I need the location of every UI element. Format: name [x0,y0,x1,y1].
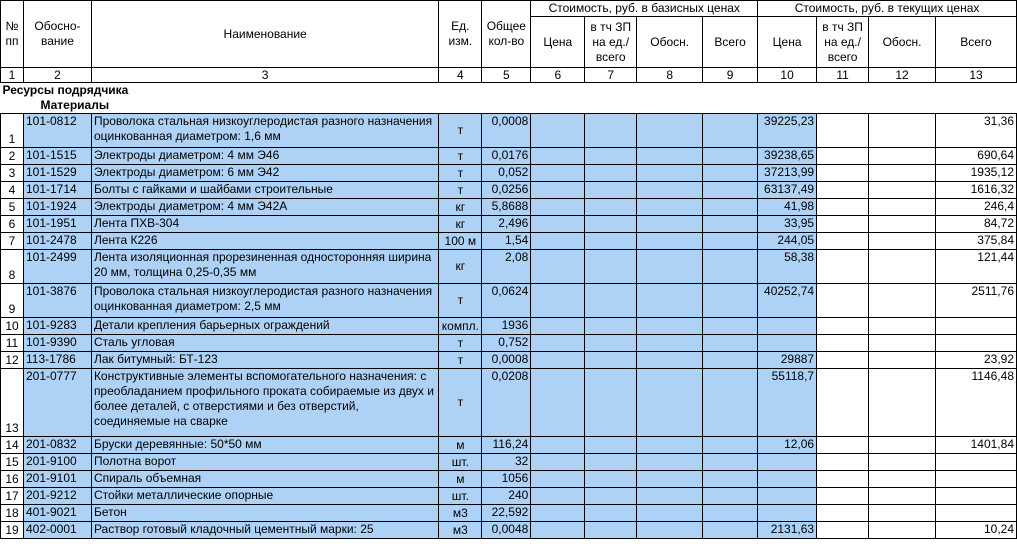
subsection-title: Материалы [40,98,110,112]
current-total-cell[interactable]: 23,92 [935,352,1016,369]
row-number-cell[interactable]: 1 [1,114,24,148]
unit-cell[interactable]: м [439,437,482,454]
unit-cell[interactable]: шт. [439,454,482,471]
current-price-cell[interactable]: 55118,7 [758,369,817,437]
table-row [1,454,1017,471]
code-cell[interactable]: 101-2478 [23,233,91,250]
header-group-current-prices[interactable]: Стоимость, руб. в текущих ценах [758,1,1017,17]
current-total-cell[interactable] [935,335,1016,352]
quantity-cell[interactable]: 0,0008 [482,352,531,369]
current-salary-cell[interactable] [817,318,869,335]
header-quantity[interactable]: Общее кол-во [482,1,531,68]
current-price-cell[interactable] [758,471,817,488]
current-justification-cell[interactable] [869,335,936,352]
current-total-cell[interactable]: 375,84 [935,233,1016,250]
column-number-cell[interactable]: 11 [817,68,869,83]
base-justification-cell[interactable] [637,182,703,199]
current-price-cell[interactable]: 12,06 [758,437,817,454]
table-row [1,250,1017,284]
quantity-cell[interactable]: 1056 [482,471,531,488]
unit-cell[interactable]: т [439,182,482,199]
base-salary-cell[interactable] [585,182,637,199]
header-current-justification[interactable]: Обосн. [869,17,936,68]
base-justification-cell[interactable] [637,114,703,148]
base-price-cell[interactable] [531,454,585,471]
row-number-cell[interactable]: 6 [1,216,24,233]
code-cell[interactable]: 101-9390 [23,335,91,352]
base-price-cell[interactable] [531,318,585,335]
current-total-cell[interactable] [935,454,1016,471]
header-number[interactable]: № пп [1,1,24,68]
unit-cell[interactable]: м3 [439,505,482,522]
current-price-cell[interactable]: 244,05 [758,233,817,250]
current-price-cell[interactable]: 39238,65 [758,148,817,165]
current-price-cell[interactable]: 29887 [758,352,817,369]
base-total-cell[interactable] [703,233,758,250]
unit-cell[interactable]: т [439,148,482,165]
base-total-cell[interactable] [703,335,758,352]
current-justification-cell[interactable] [869,352,936,369]
code-cell[interactable]: 101-1924 [23,199,91,216]
current-justification-cell[interactable] [869,437,936,454]
name-cell[interactable]: Электроды диаметром: 4 мм Э42А [91,199,438,216]
base-justification-cell[interactable] [637,284,703,318]
column-number-cell[interactable]: 13 [935,68,1016,83]
current-price-cell[interactable]: 33,95 [758,216,817,233]
base-total-cell[interactable] [703,250,758,284]
current-justification-cell[interactable] [869,318,936,335]
current-salary-cell[interactable] [817,233,869,250]
row-number-cell[interactable]: 11 [1,335,24,352]
base-price-cell[interactable] [531,352,585,369]
quantity-cell[interactable]: 0,0256 [482,182,531,199]
header-current-salary[interactable]: в тч ЗП на ед./ всего [817,17,869,68]
name-cell[interactable]: Бетон [91,505,438,522]
quantity-cell[interactable]: 1936 [482,318,531,335]
base-salary-cell[interactable] [585,165,637,182]
table-row [1,505,1017,522]
table-row [1,216,1017,233]
table-row [1,352,1017,369]
section-title: Ресурсы подрядчика [2,83,129,97]
code-cell[interactable]: 201-0832 [23,437,91,454]
base-justification-cell[interactable] [637,165,703,182]
current-justification-cell[interactable] [869,250,936,284]
row-number-cell[interactable]: 12 [1,352,24,369]
table-row [1,437,1017,454]
base-price-cell[interactable] [531,488,585,505]
unit-cell[interactable]: т [439,335,482,352]
row-number-cell[interactable]: 16 [1,471,24,488]
base-total-cell[interactable] [703,488,758,505]
code-cell[interactable]: 101-1714 [23,182,91,199]
base-total-cell[interactable] [703,318,758,335]
base-price-cell[interactable] [531,369,585,437]
base-total-cell[interactable] [703,505,758,522]
code-cell[interactable]: 201-0777 [23,369,91,437]
table-row [1,148,1017,165]
row-number-cell[interactable]: 19 [1,522,24,539]
code-cell[interactable]: 101-1951 [23,216,91,233]
base-total-cell[interactable] [703,114,758,148]
current-total-cell[interactable]: 1935,12 [935,165,1016,182]
quantity-cell[interactable]: 0,0208 [482,369,531,437]
code-cell[interactable]: 401-9021 [23,505,91,522]
name-cell[interactable]: Сталь угловая [91,335,438,352]
current-salary-cell[interactable] [817,284,869,318]
column-number-cell[interactable]: 6 [531,68,585,83]
current-justification-cell[interactable] [869,233,936,250]
column-number-cell[interactable]: 4 [439,68,482,83]
column-number-cell[interactable]: 8 [637,68,703,83]
current-salary-cell[interactable] [817,199,869,216]
current-total-cell[interactable]: 2511,76 [935,284,1016,318]
base-justification-cell[interactable] [637,335,703,352]
current-price-cell[interactable]: 37213,99 [758,165,817,182]
base-price-cell[interactable] [531,182,585,199]
current-justification-cell[interactable] [869,114,936,148]
unit-cell[interactable]: кг [439,199,482,216]
row-number-cell[interactable]: 5 [1,199,24,216]
name-cell[interactable]: Лента изоляционная прорезиненная односторонняя ширина 20 мм, толщина 0,25-0,35 мм [91,250,438,284]
current-price-cell[interactable]: 40252,74 [758,284,817,318]
current-justification-cell[interactable] [869,454,936,471]
header-justification[interactable]: Обосно-вание [23,1,91,68]
base-total-cell[interactable] [703,522,758,539]
header-current-total[interactable]: Всего [935,17,1016,68]
base-salary-cell[interactable] [585,335,637,352]
name-cell[interactable]: Полотна ворот [91,454,438,471]
current-justification-cell[interactable] [869,284,936,318]
base-salary-cell[interactable] [585,369,637,437]
name-cell[interactable]: Детали крепления барьерных ограждений [91,318,438,335]
base-salary-cell[interactable] [585,352,637,369]
quantity-cell[interactable]: 0,0176 [482,148,531,165]
base-justification-cell[interactable] [637,437,703,454]
table-row [1,284,1017,318]
quantity-cell[interactable]: 5,8688 [482,199,531,216]
row-number-cell[interactable]: 9 [1,284,24,318]
current-justification-cell[interactable] [869,369,936,437]
base-price-cell[interactable] [531,335,585,352]
base-justification-cell[interactable] [637,233,703,250]
base-total-cell[interactable] [703,182,758,199]
row-number-cell[interactable]: 8 [1,250,24,284]
base-total-cell[interactable] [703,437,758,454]
current-salary-cell[interactable] [817,437,869,454]
unit-cell[interactable]: м [439,471,482,488]
current-total-cell[interactable]: 84,72 [935,216,1016,233]
column-number-cell[interactable]: 3 [91,68,438,83]
quantity-cell[interactable]: 116,24 [482,437,531,454]
column-number-cell[interactable]: 1 [1,68,24,83]
base-price-cell[interactable] [531,522,585,539]
current-salary-cell[interactable] [817,148,869,165]
base-salary-cell[interactable] [585,437,637,454]
base-justification-cell[interactable] [637,471,703,488]
quantity-cell[interactable]: 0,0008 [482,114,531,148]
unit-cell[interactable]: 100 м [439,233,482,250]
unit-cell[interactable]: т [439,114,482,148]
base-total-cell[interactable] [703,199,758,216]
quantity-cell[interactable]: 32 [482,454,531,471]
base-salary-cell[interactable] [585,250,637,284]
base-total-cell[interactable] [703,352,758,369]
base-price-cell[interactable] [531,284,585,318]
header-unit[interactable]: Ед. изм. [439,1,482,68]
current-justification-cell[interactable] [869,522,936,539]
base-price-cell[interactable] [531,471,585,488]
name-cell[interactable]: Болты с гайками и шайбами строительные [91,182,438,199]
current-salary-cell[interactable] [817,522,869,539]
name-cell[interactable]: Спираль объемная [91,471,438,488]
current-justification-cell[interactable] [869,488,936,505]
unit-cell[interactable]: м3 [439,522,482,539]
current-price-cell[interactable] [758,335,817,352]
base-total-cell[interactable] [703,165,758,182]
name-cell[interactable]: Лента К226 [91,233,438,250]
current-justification-cell[interactable] [869,505,936,522]
code-cell[interactable]: 113-1786 [23,352,91,369]
column-number-cell[interactable]: 10 [758,68,817,83]
current-total-cell[interactable]: 121,44 [935,250,1016,284]
current-price-cell[interactable]: 39225,23 [758,114,817,148]
base-total-cell[interactable] [703,148,758,165]
base-salary-cell[interactable] [585,318,637,335]
current-price-cell[interactable]: 63137,49 [758,182,817,199]
row-number-cell[interactable]: 2 [1,148,24,165]
base-salary-cell[interactable] [585,488,637,505]
base-salary-cell[interactable] [585,233,637,250]
current-total-cell[interactable] [935,318,1016,335]
header-name[interactable]: Наименование [91,1,438,68]
column-number-cell[interactable]: 12 [869,68,936,83]
unit-cell[interactable]: компл. [439,318,482,335]
current-price-cell[interactable]: 41,98 [758,199,817,216]
column-number-cell[interactable]: 9 [703,68,758,83]
name-cell[interactable]: Электроды диаметром: 6 мм Э42 [91,165,438,182]
quantity-cell[interactable]: 2,496 [482,216,531,233]
table-row [1,233,1017,250]
base-justification-cell[interactable] [637,505,703,522]
unit-cell[interactable]: шт. [439,488,482,505]
name-cell[interactable]: Проволока стальная низкоуглеродистая разного назначения оцинкованная диаметром: 1,6 мм [91,114,438,148]
base-price-cell[interactable] [531,233,585,250]
base-price-cell[interactable] [531,148,585,165]
name-cell[interactable]: Электроды диаметром: 4 мм Э46 [91,148,438,165]
column-number-cell[interactable]: 7 [585,68,637,83]
code-cell[interactable]: 402-0001 [23,522,91,539]
current-total-cell[interactable]: 246,4 [935,199,1016,216]
header-base-price[interactable]: Цена [531,17,585,68]
current-salary-cell[interactable] [817,165,869,182]
current-salary-cell[interactable] [817,182,869,199]
quantity-cell[interactable]: 1,54 [482,233,531,250]
unit-cell[interactable]: т [439,165,482,182]
current-total-cell[interactable] [935,471,1016,488]
table-row [1,318,1017,335]
name-cell[interactable]: Лак битумный: БТ-123 [91,352,438,369]
base-justification-cell[interactable] [637,369,703,437]
quantity-cell[interactable]: 2,08 [482,250,531,284]
base-salary-cell[interactable] [585,199,637,216]
quantity-cell[interactable]: 22,592 [482,505,531,522]
row-number-cell[interactable]: 7 [1,233,24,250]
current-salary-cell[interactable] [817,216,869,233]
base-justification-cell[interactable] [637,488,703,505]
current-salary-cell[interactable] [817,114,869,148]
base-total-cell[interactable] [703,216,758,233]
base-price-cell[interactable] [531,250,585,284]
current-justification-cell[interactable] [869,216,936,233]
current-total-cell[interactable]: 31,36 [935,114,1016,148]
table-row [1,488,1017,505]
base-justification-cell[interactable] [637,250,703,284]
quantity-cell[interactable]: 0,752 [482,335,531,352]
table-row [1,199,1017,216]
code-cell[interactable]: 101-1515 [23,148,91,165]
code-cell[interactable]: 101-3876 [23,284,91,318]
current-salary-cell[interactable] [817,454,869,471]
current-total-cell[interactable]: 1146,48 [935,369,1016,437]
base-price-cell[interactable] [531,505,585,522]
name-cell[interactable]: Конструктивные элементы вспомогательного назначения: с преобладанием профильного проката собираемые из двух и более деталей, с отверстиями и без отверстий, соединяемые на сварке [91,369,438,437]
current-total-cell[interactable]: 1616,32 [935,182,1016,199]
header-base-total[interactable]: Всего [703,17,758,68]
name-cell[interactable]: Бруски деревянные: 50*50 мм [91,437,438,454]
base-justification-cell[interactable] [637,454,703,471]
current-salary-cell[interactable] [817,250,869,284]
code-cell[interactable]: 201-9100 [23,454,91,471]
current-price-cell[interactable] [758,454,817,471]
row-number-cell[interactable]: 18 [1,505,24,522]
base-justification-cell[interactable] [637,199,703,216]
base-total-cell[interactable] [703,284,758,318]
row-number-cell[interactable]: 17 [1,488,24,505]
table-row [1,182,1017,199]
base-price-cell[interactable] [531,114,585,148]
header-base-justification[interactable]: Обосн. [637,17,703,68]
quantity-cell[interactable]: 0,052 [482,165,531,182]
base-total-cell[interactable] [703,471,758,488]
quantity-cell[interactable]: 240 [482,488,531,505]
code-cell[interactable]: 201-9212 [23,488,91,505]
current-salary-cell[interactable] [817,369,869,437]
row-number-cell[interactable]: 15 [1,454,24,471]
base-salary-cell[interactable] [585,505,637,522]
current-price-cell[interactable] [758,488,817,505]
current-justification-cell[interactable] [869,182,936,199]
code-cell[interactable]: 101-1529 [23,165,91,182]
row-number-cell[interactable]: 13 [1,369,24,437]
base-salary-cell[interactable] [585,471,637,488]
code-cell[interactable]: 101-2499 [23,250,91,284]
base-justification-cell[interactable] [637,216,703,233]
name-cell[interactable]: Раствор готовый кладочный цементный марки: 25 [91,522,438,539]
unit-cell[interactable]: т [439,284,482,318]
current-price-cell[interactable] [758,318,817,335]
base-salary-cell[interactable] [585,114,637,148]
table-row [1,165,1017,182]
current-salary-cell[interactable] [817,335,869,352]
base-price-cell[interactable] [531,437,585,454]
table-row [1,335,1017,352]
quantity-cell[interactable]: 0,0624 [482,284,531,318]
row-number-cell[interactable]: 3 [1,165,24,182]
base-price-cell[interactable] [531,216,585,233]
header-current-price[interactable]: Цена [758,17,817,68]
base-justification-cell[interactable] [637,522,703,539]
current-justification-cell[interactable] [869,199,936,216]
code-cell[interactable]: 101-9283 [23,318,91,335]
base-salary-cell[interactable] [585,454,637,471]
base-price-cell[interactable] [531,165,585,182]
row-number-cell[interactable]: 14 [1,437,24,454]
column-number-cell[interactable]: 2 [23,68,91,83]
base-justification-cell[interactable] [637,148,703,165]
current-price-cell[interactable]: 58,38 [758,250,817,284]
current-total-cell[interactable]: 690,64 [935,148,1016,165]
table-row [1,471,1017,488]
current-total-cell[interactable]: 1401,84 [935,437,1016,454]
row-number-cell[interactable]: 10 [1,318,24,335]
header-base-salary[interactable]: в тч ЗП на ед./ всего [585,17,637,68]
current-total-cell[interactable] [935,488,1016,505]
current-total-cell[interactable]: 10,24 [935,522,1016,539]
current-justification-cell[interactable] [869,148,936,165]
current-salary-cell[interactable] [817,505,869,522]
base-total-cell[interactable] [703,369,758,437]
base-salary-cell[interactable] [585,284,637,318]
current-justification-cell[interactable] [869,471,936,488]
unit-cell[interactable]: кг [439,216,482,233]
current-price-cell[interactable] [758,505,817,522]
base-price-cell[interactable] [531,199,585,216]
base-justification-cell[interactable] [637,352,703,369]
base-salary-cell[interactable] [585,522,637,539]
column-number-cell[interactable]: 5 [482,68,531,83]
current-salary-cell[interactable] [817,488,869,505]
current-price-cell[interactable]: 2131,63 [758,522,817,539]
base-total-cell[interactable] [703,454,758,471]
unit-cell[interactable]: т [439,352,482,369]
current-justification-cell[interactable] [869,165,936,182]
unit-cell[interactable]: кг [439,250,482,284]
current-total-cell[interactable] [935,505,1016,522]
unit-cell[interactable]: т [439,369,482,437]
name-cell[interactable]: Лента ПХВ-304 [91,216,438,233]
code-cell[interactable]: 201-9101 [23,471,91,488]
current-salary-cell[interactable] [817,352,869,369]
name-cell[interactable]: Проволока стальная низкоуглеродистая разного назначения оцинкованная диаметром: 2,5 мм [91,284,438,318]
table-row [1,369,1017,437]
row-number-cell[interactable]: 4 [1,182,24,199]
quantity-cell[interactable]: 0,0048 [482,522,531,539]
base-justification-cell[interactable] [637,318,703,335]
header-group-base-prices[interactable]: Стоимость, руб. в базисных ценах [531,1,758,17]
table-row [1,522,1017,539]
code-cell[interactable]: 101-0812 [23,114,91,148]
name-cell[interactable]: Стойки металлические опорные [91,488,438,505]
table-row [1,114,1017,148]
base-salary-cell[interactable] [585,148,637,165]
base-salary-cell[interactable] [585,216,637,233]
current-salary-cell[interactable] [817,471,869,488]
